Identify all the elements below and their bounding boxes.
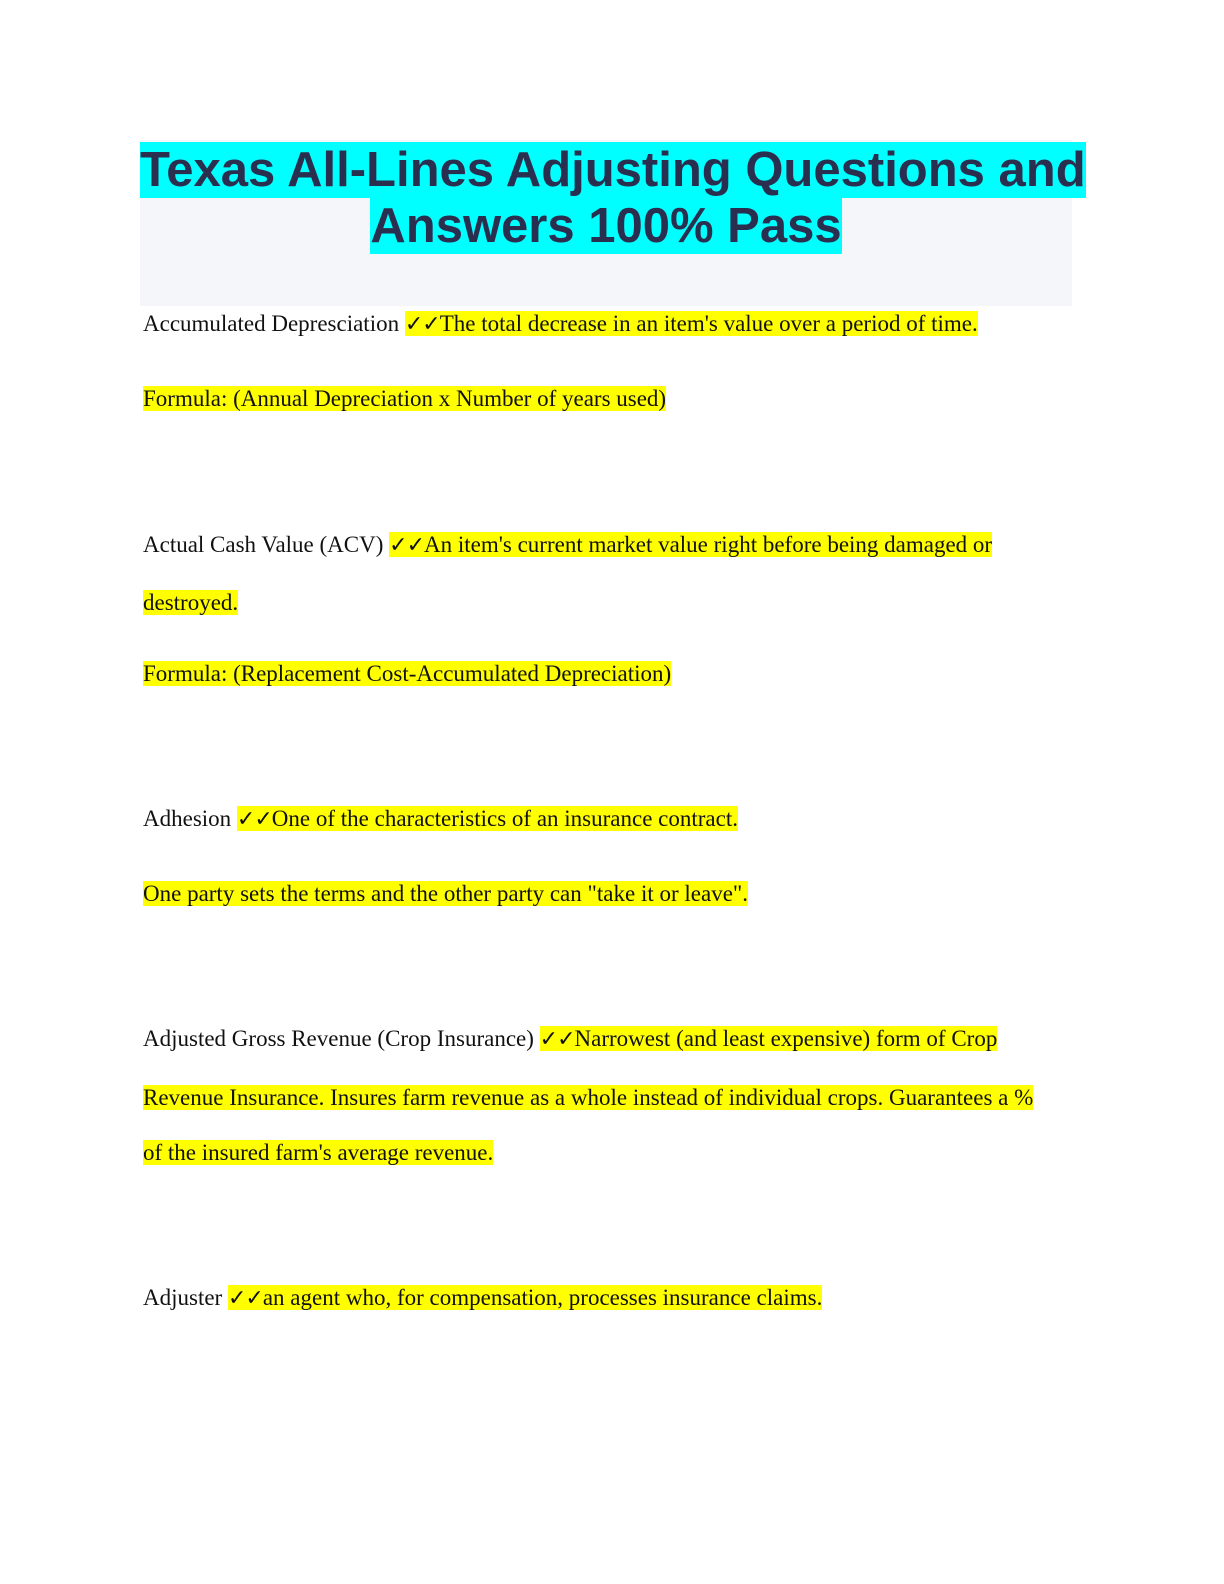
entry-actual-cash-value: [143, 528, 992, 563]
entry-definition-cont: Revenue Insurance. Insures farm revenue as a whole instead of individual crops. Guarantees a %: [143, 1085, 1034, 1110]
entry-adhesion-cont: [143, 877, 748, 911]
entry-definition-cont: destroyed.: [143, 590, 239, 615]
double-check-icon: ✓✓: [404, 312, 440, 337]
entry-accumulated-depreciation: [143, 307, 978, 342]
entry-formula: Formula: (Annual Depreciation x Number of years used): [143, 386, 667, 411]
entry-adjusted-gross-revenue-cont: [143, 1081, 1033, 1115]
entry-term: Adjusted Gross Revenue (Crop Insurance): [143, 1026, 540, 1051]
entry-definition-cont: One party sets the terms and the other party can "take it or leave".: [143, 881, 749, 906]
double-check-icon: ✓✓: [227, 1286, 263, 1311]
double-check-icon: ✓✓: [236, 807, 272, 832]
entry-term: Adhesion: [143, 806, 237, 831]
entry-adhesion: [143, 802, 738, 837]
double-check-icon: ✓✓: [539, 1027, 575, 1052]
entry-adjusted-gross-revenue-cont-2: [143, 1136, 493, 1170]
entry-definition: The total decrease in an item's value over a period of time.: [439, 311, 978, 336]
title-line-2: Answers 100% Pass: [370, 199, 842, 253]
entry-actual-cash-value-cont: [143, 586, 238, 620]
entry-definition-cont: of the insured farm's average revenue.: [143, 1140, 494, 1165]
entry-accumulated-depreciation-formula: [143, 382, 666, 416]
entry-adjuster: [143, 1281, 822, 1316]
entry-term: Adjuster: [143, 1285, 228, 1310]
entry-term: Accumulated Depresciation: [143, 311, 405, 336]
entry-adjusted-gross-revenue: [143, 1022, 997, 1057]
double-check-icon: ✓✓: [389, 533, 425, 558]
entry-term: Actual Cash Value (ACV): [143, 532, 390, 557]
title-line-1: Texas All-Lines Adjusting Questions and: [140, 143, 1086, 197]
entry-definition: an agent who, for compensation, processes insurance claims.: [262, 1285, 823, 1310]
entry-definition: Narrowest (and least expensive) form of Crop: [574, 1026, 998, 1051]
entry-definition: One of the characteristics of an insurance contract.: [271, 806, 738, 831]
entry-definition: An item's current market value right before being damaged or: [424, 532, 993, 557]
entry-actual-cash-value-formula: [143, 657, 671, 691]
entry-formula: Formula: (Replacement Cost-Accumulated Depreciation): [143, 661, 672, 686]
document-title: [140, 140, 1086, 306]
